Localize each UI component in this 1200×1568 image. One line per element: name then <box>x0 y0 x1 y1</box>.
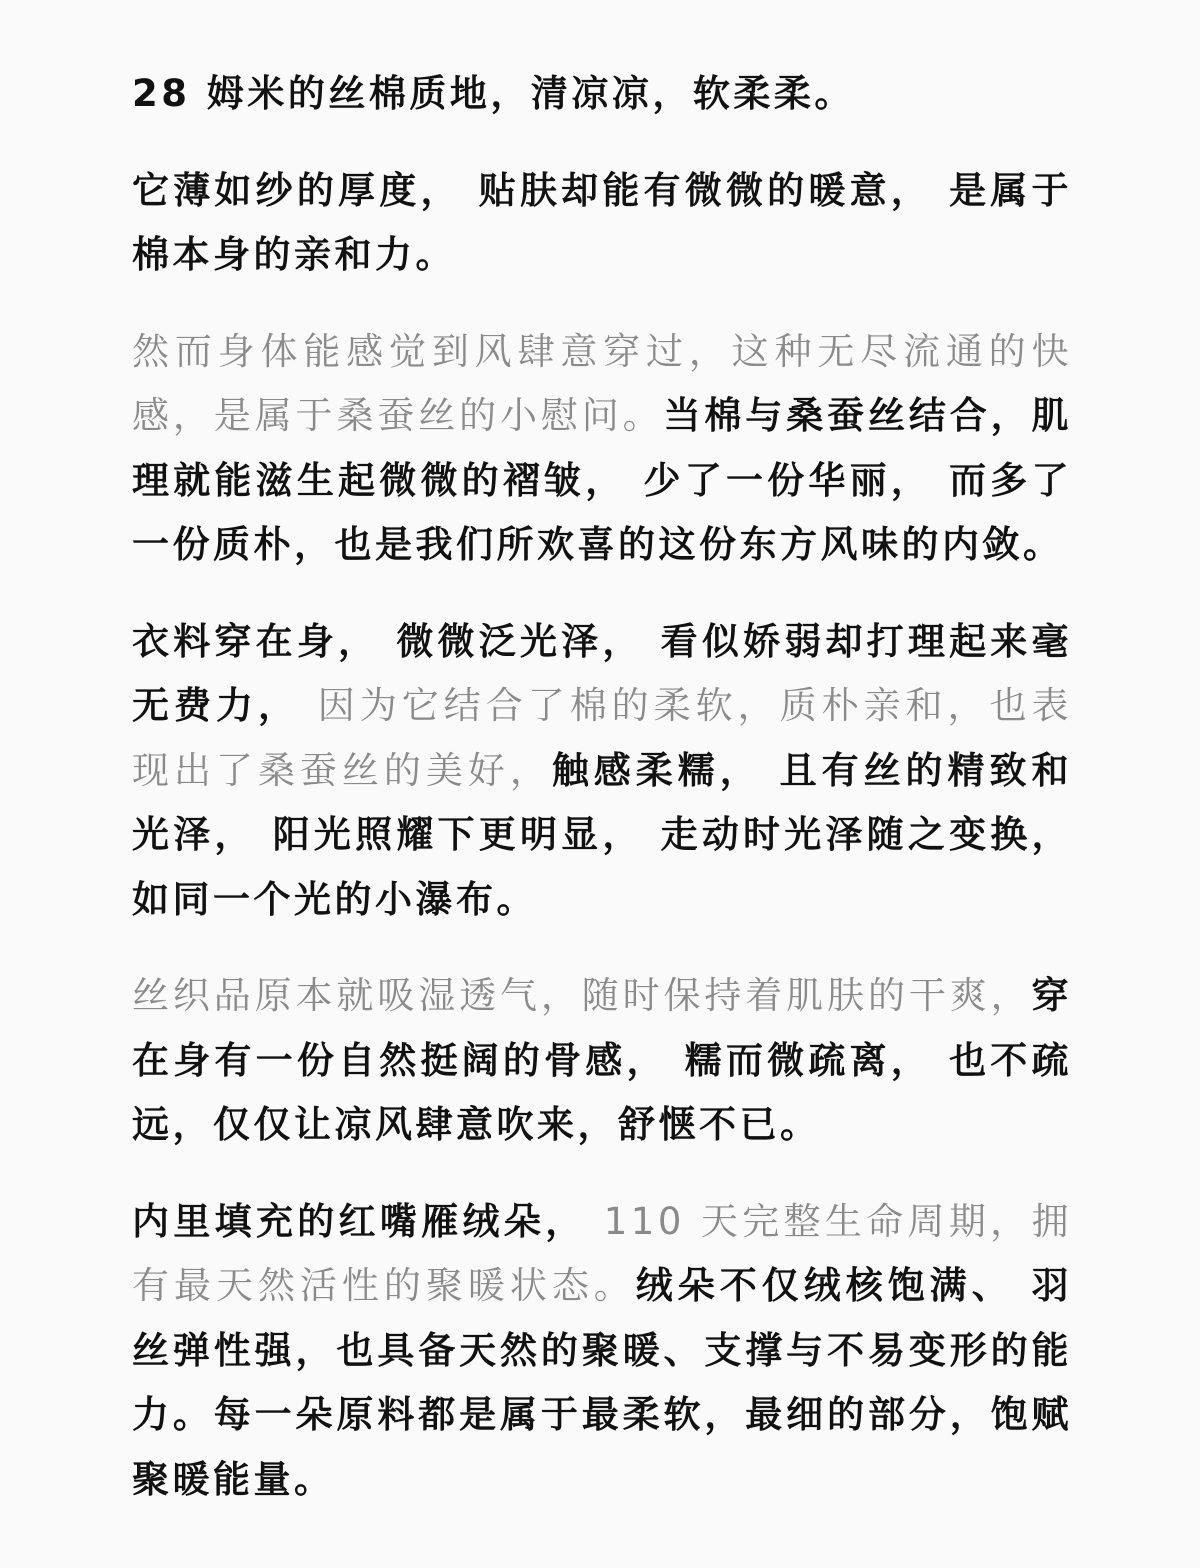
text-span: 28 姆米的丝棉质地，清凉凉，软柔柔。 <box>132 72 855 115</box>
text-span: 衣料穿在身， 微微泛光泽， 看似娇弱却打理起来毫无费力， <box>132 619 1072 727</box>
paragraph-2 <box>132 159 1072 288</box>
paragraph-3 <box>132 320 1072 578</box>
paragraph-4 <box>132 610 1072 933</box>
paragraph-6 <box>132 1190 1072 1513</box>
text-span: 丝织品原本就吸湿透气，随时保持着肌肤的干爽， <box>132 974 1032 1017</box>
text-span: 触感柔糯， 且有丝的精致和光泽， 阳光照耀下更明显， 走动时光泽随之变换， 如同一个光的小瀑布。 <box>132 748 1072 921</box>
article-body <box>132 62 1072 1512</box>
text-span: 绒朵不仅绒核饱满、 羽丝弹性强，也具备天然的聚暖、支撑与不易变形的能力。每一朵原料都是属于最柔软，最细的部分，饱赋聚暖能量。 <box>132 1264 1073 1501</box>
text-span: 它薄如纱的厚度， 贴肤却能有微微的暖意， 是属于棉本身的亲和力。 <box>132 168 1072 276</box>
text-span: 然而身体能感觉到风肆意穿过，这种无尽流通的快感，是属于桑蚕丝的小慰问。 <box>132 329 1072 437</box>
text-span: 内里填充的红嘴雁绒朵， <box>132 1199 604 1243</box>
text-span: 因为它结合了棉的柔软，质朴亲和，也表现出了桑蚕丝的美好， <box>132 684 1072 792</box>
paragraph-5 <box>132 964 1072 1158</box>
text-span: 穿在身有一份自然挺阔的骨感， 糯而微疏离， 也不疏远，仅仅让凉风肆意吹来，舒惬不已。 <box>132 974 1072 1146</box>
text-span: 当棉与桑蚕丝结合，肌理就能滋生起微微的褶皱， 少了一份华丽， 而多了一份质朴，也是我们所欢喜的这份东方风味的内敛。 <box>132 394 1073 566</box>
paragraph-1 <box>132 62 1072 127</box>
text-span: 110 天完整生命周期，拥有最天然活性的聚暖状态。 <box>132 1199 1072 1307</box>
